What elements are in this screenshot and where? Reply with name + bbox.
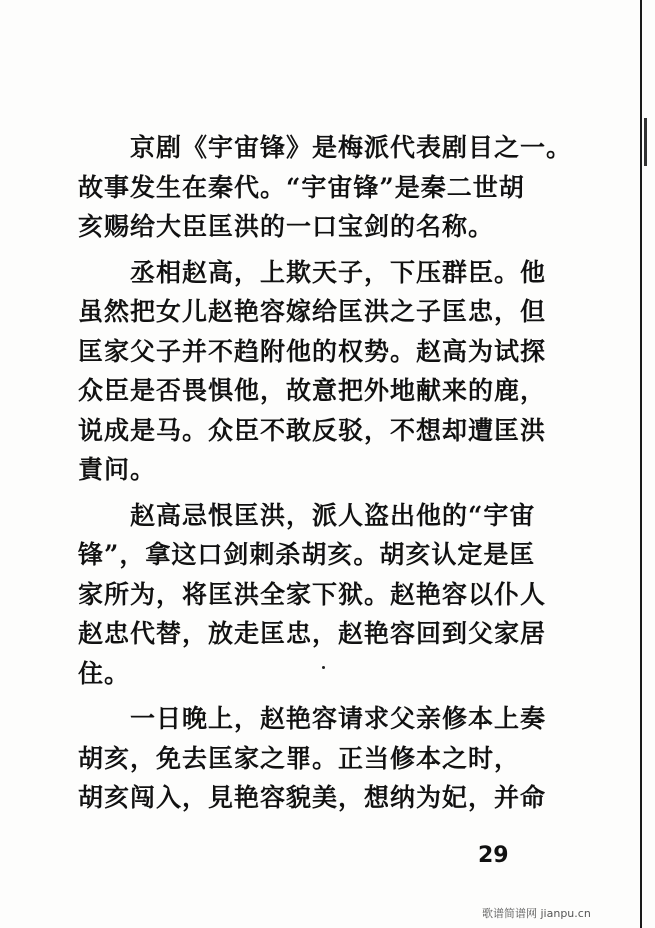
text-line: 说成是马。众臣不敢反驳，不想却遭匡洪 [78,415,547,445]
page-edge-mark [644,118,647,166]
text-line: 住。 [78,658,131,688]
text-line: 匡家父子并不趋附他的权势。赵高为试探 [78,336,547,366]
paragraph [78,496,558,694]
text-line: 胡亥，免去匡家之罪。正当修本之时， [78,743,521,773]
text-line: 故事发生在秦代。“宇宙锋”是秦二世胡 [78,172,525,202]
paragraph [78,699,558,818]
text-line: 京剧《宇宙锋》是梅派代表剧目之一。 [130,133,573,162]
page-edge-line [640,0,642,928]
page-number: 29 [478,843,509,868]
text-line: 責问。 [78,455,157,484]
text-line: 丞相赵高，上欺天子，下压群臣。他 [130,257,547,287]
ink-speck [322,666,325,669]
text-line: 家所为，将匡洪全家下狱。赵艳容以仆人 [78,579,547,609]
text-line: 胡亥闯入，見艳容貌美，想纳为妃，并命 [78,783,547,812]
text-line: 赵高忌恨匡洪，派人盗出他的“宇宙 [130,500,536,530]
body-text [78,128,573,818]
text-line: 赵忠代替，放走匡忠，赵艳容回到父家居 [78,619,547,648]
text-line: 锋”，拿这口剑刺杀胡亥。胡亥认定是匡 [78,540,536,569]
paragraph [78,128,573,247]
text-line: 一日晚上，赵艳容请求父亲修本上奏 [130,704,547,733]
text-line: 亥赐给大臣匡洪的一口宝剑的名称。 [78,212,495,241]
text-line: 虽然把女儿赵艳容嫁给匡洪之子匡忠，但 [78,297,547,326]
text-line: 众臣是否畏惧他，故意把外地献来的鹿， [78,376,547,405]
site-watermark: 歌谱简谱网 jianpu.cn [482,907,591,920]
paragraph [78,253,558,490]
